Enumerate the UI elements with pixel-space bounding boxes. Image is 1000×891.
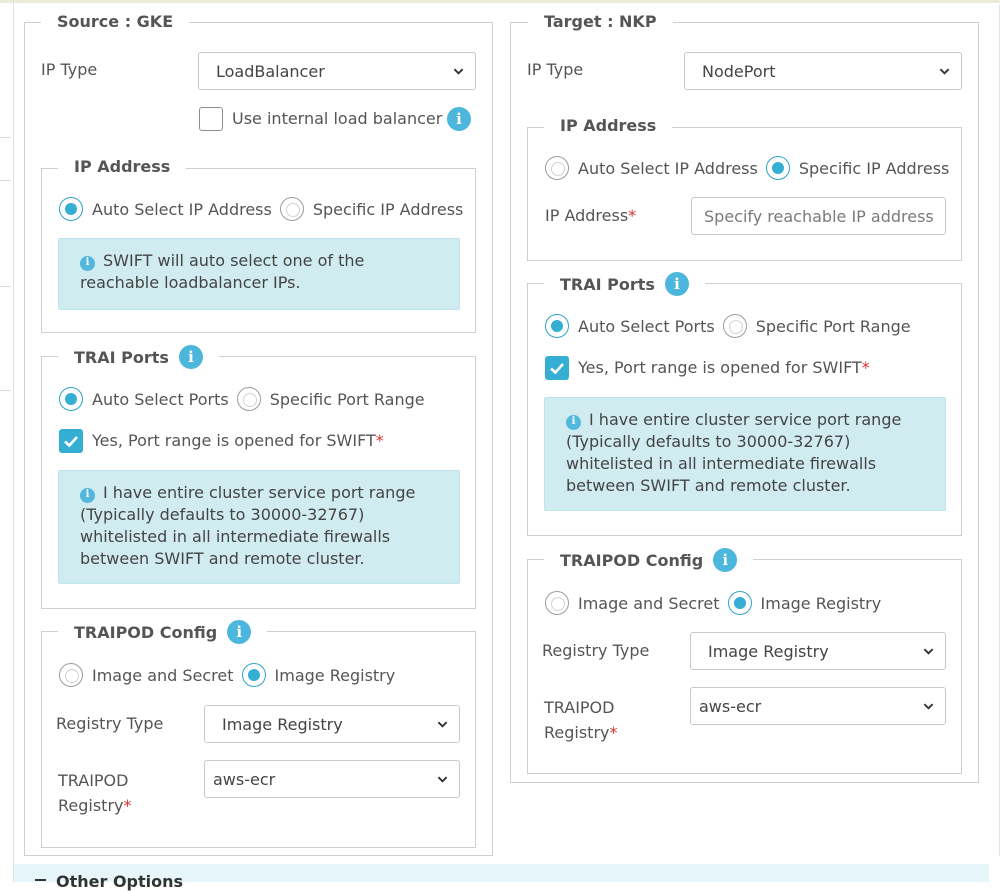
source-traipod-section bbox=[41, 622, 476, 848]
radio-auto-select-ports-label: Auto Select Ports bbox=[578, 316, 715, 336]
source-trai-ports-title bbox=[58, 345, 219, 369]
target-registry-type-label: Registry Type bbox=[542, 641, 650, 660]
source-traipod-radios bbox=[59, 663, 403, 687]
target-ip-field-label bbox=[545, 206, 636, 225]
checkmark-icon bbox=[59, 429, 83, 453]
info-icon: i bbox=[80, 488, 95, 503]
required-marker: * bbox=[375, 431, 384, 450]
ip-field-label-text: IP Address bbox=[545, 206, 629, 225]
source-traipod-registry-label bbox=[58, 768, 132, 818]
source-ip-address-title-text: IP Address bbox=[74, 157, 171, 176]
source-ip-type-select[interactable] bbox=[198, 52, 476, 90]
info-icon[interactable]: i bbox=[227, 620, 251, 644]
info-icon[interactable]: i bbox=[447, 107, 471, 131]
source-registry-value: aws-ecr bbox=[213, 769, 276, 789]
gutter-divider bbox=[0, 286, 10, 287]
chevron-down-icon bbox=[923, 701, 934, 712]
required-marker: * bbox=[609, 723, 618, 742]
info-icon[interactable]: i bbox=[713, 548, 737, 572]
source-registry-type-value: Image Registry bbox=[222, 714, 343, 734]
info-icon: i bbox=[566, 415, 581, 430]
target-ip-type-select[interactable] bbox=[684, 52, 962, 90]
registry-label-line2: Registry bbox=[58, 796, 124, 815]
chevron-down-icon bbox=[939, 66, 950, 77]
minus-icon bbox=[35, 879, 46, 881]
target-trai-ports-title-text: TRAI Ports bbox=[560, 274, 655, 294]
chevron-down-icon bbox=[437, 774, 448, 785]
source-trai-ports-title-text: TRAI Ports bbox=[74, 347, 169, 367]
info-icon[interactable]: i bbox=[665, 272, 689, 296]
target-port-range-checkbox[interactable] bbox=[545, 356, 569, 380]
radio-specific-ip[interactable] bbox=[280, 197, 304, 221]
target-panel bbox=[510, 12, 979, 783]
target-registry-type-value: Image Registry bbox=[708, 641, 829, 661]
radio-image-registry[interactable] bbox=[728, 591, 752, 615]
target-registry-type-select[interactable] bbox=[690, 632, 946, 670]
source-ip-address-title bbox=[58, 157, 186, 176]
radio-image-registry-label: Image Registry bbox=[760, 593, 882, 613]
target-ip-address-radios bbox=[545, 156, 957, 180]
radio-specific-ip-label: Specific IP Address bbox=[798, 158, 950, 178]
target-traipod-section bbox=[527, 550, 962, 774]
source-ip-info-text: SWIFT will auto select one of the reachable loadbalancer IPs. bbox=[80, 251, 365, 292]
radio-auto-select-ip[interactable] bbox=[59, 197, 83, 221]
target-trai-ports-radios bbox=[545, 314, 919, 338]
target-registry-value: aws-ecr bbox=[699, 696, 762, 716]
target-ip-address-input[interactable] bbox=[691, 197, 946, 235]
target-trai-info-alert bbox=[544, 397, 946, 511]
internal-lb-checkbox[interactable] bbox=[199, 107, 223, 131]
source-trai-ports-radios bbox=[59, 387, 433, 411]
radio-auto-select-ports[interactable] bbox=[545, 314, 569, 338]
source-ip-address-section bbox=[41, 157, 476, 333]
source-trai-info-text: I have entire cluster service port range (Typically defaults to 30000-32767) whitelisted in all intermediate firewalls between SWIFT and remote cluster. bbox=[80, 483, 416, 568]
radio-auto-select-ip[interactable] bbox=[545, 156, 569, 180]
source-panel bbox=[24, 12, 493, 856]
source-registry-type-select[interactable] bbox=[204, 705, 460, 743]
source-registry-select[interactable] bbox=[204, 760, 460, 798]
left-gutter bbox=[0, 0, 14, 882]
source-ip-type-label: IP Type bbox=[41, 60, 98, 79]
chevron-down-icon bbox=[453, 66, 464, 77]
checkmark-icon bbox=[545, 356, 569, 380]
registry-label-line2: Registry bbox=[544, 723, 610, 742]
chevron-down-icon bbox=[923, 646, 934, 657]
top-border bbox=[0, 0, 1000, 3]
target-port-range-text: Yes, Port range is opened for SWIFT bbox=[578, 358, 862, 377]
target-ip-address-title bbox=[544, 116, 672, 135]
source-title-text: Source : GKE bbox=[57, 12, 174, 31]
source-port-range-label bbox=[92, 431, 384, 450]
source-ip-info-alert bbox=[58, 238, 460, 310]
source-ip-type-value: LoadBalancer bbox=[216, 61, 325, 81]
required-marker: * bbox=[123, 796, 132, 815]
source-port-range-text: Yes, Port range is opened for SWIFT bbox=[92, 431, 376, 450]
gutter-divider bbox=[0, 390, 10, 391]
target-traipod-title bbox=[544, 548, 753, 572]
target-traipod-registry-label bbox=[544, 695, 618, 745]
radio-specific-ip-label: Specific IP Address bbox=[312, 199, 464, 219]
radio-image-and-secret[interactable] bbox=[545, 591, 569, 615]
radio-specific-port-range[interactable] bbox=[237, 387, 261, 411]
radio-specific-port-range-label: Specific Port Range bbox=[269, 389, 425, 409]
source-port-range-checkbox[interactable] bbox=[59, 429, 83, 453]
radio-auto-select-ports-label: Auto Select Ports bbox=[92, 389, 229, 409]
chevron-down-icon bbox=[437, 719, 448, 730]
target-ip-type-label: IP Type bbox=[527, 60, 584, 79]
other-options-header[interactable] bbox=[14, 864, 989, 891]
target-ip-type-value: NodePort bbox=[702, 61, 776, 81]
target-registry-select[interactable] bbox=[690, 687, 946, 725]
required-marker: * bbox=[628, 206, 637, 225]
info-icon[interactable]: i bbox=[179, 345, 203, 369]
radio-specific-ip[interactable] bbox=[766, 156, 790, 180]
source-panel-title bbox=[41, 12, 189, 31]
required-marker: * bbox=[861, 358, 870, 377]
target-trai-ports-section bbox=[527, 274, 962, 536]
source-trai-ports-section bbox=[41, 347, 476, 609]
internal-lb-label: Use internal load balancer bbox=[232, 109, 443, 128]
target-ip-address-section bbox=[527, 116, 962, 261]
target-trai-ports-title bbox=[544, 272, 705, 296]
target-traipod-title-text: TRAIPOD Config bbox=[560, 550, 704, 570]
radio-auto-select-ip-label: Auto Select IP Address bbox=[578, 158, 758, 178]
gutter-divider bbox=[0, 137, 10, 138]
target-trai-info-text: I have entire cluster service port range (Typically defaults to 30000-32767) whitelisted in all intermediate firewalls between SWIFT and remote cluster. bbox=[566, 410, 902, 495]
target-traipod-radios bbox=[545, 591, 889, 615]
target-panel-title bbox=[528, 12, 673, 31]
target-port-range-label bbox=[578, 358, 870, 377]
radio-specific-port-range[interactable] bbox=[723, 314, 747, 338]
radio-image-and-secret[interactable] bbox=[59, 663, 83, 687]
source-trai-info-alert bbox=[58, 470, 460, 584]
radio-image-registry-label: Image Registry bbox=[274, 665, 396, 685]
radio-specific-port-range-label: Specific Port Range bbox=[755, 316, 911, 336]
source-ip-address-radios bbox=[59, 197, 471, 221]
radio-image-registry[interactable] bbox=[242, 663, 266, 687]
radio-image-and-secret-label: Image and Secret bbox=[92, 665, 234, 685]
target-ip-address-title-text: IP Address bbox=[560, 116, 657, 135]
other-options-label: Other Options bbox=[56, 872, 184, 891]
info-icon: i bbox=[80, 256, 95, 271]
source-traipod-title-text: TRAIPOD Config bbox=[74, 622, 218, 642]
radio-auto-select-ip-label: Auto Select IP Address bbox=[92, 199, 272, 219]
radio-auto-select-ports[interactable] bbox=[59, 387, 83, 411]
registry-label-line1: TRAIPOD bbox=[58, 771, 129, 790]
source-registry-type-label: Registry Type bbox=[56, 714, 164, 733]
source-traipod-title bbox=[58, 620, 267, 644]
ip-address-placeholder: Specify reachable IP address bbox=[704, 206, 934, 226]
gutter-divider bbox=[0, 180, 10, 181]
target-title-text: Target : NKP bbox=[544, 12, 657, 31]
radio-image-and-secret-label: Image and Secret bbox=[578, 593, 720, 613]
registry-label-line1: TRAIPOD bbox=[544, 698, 615, 717]
